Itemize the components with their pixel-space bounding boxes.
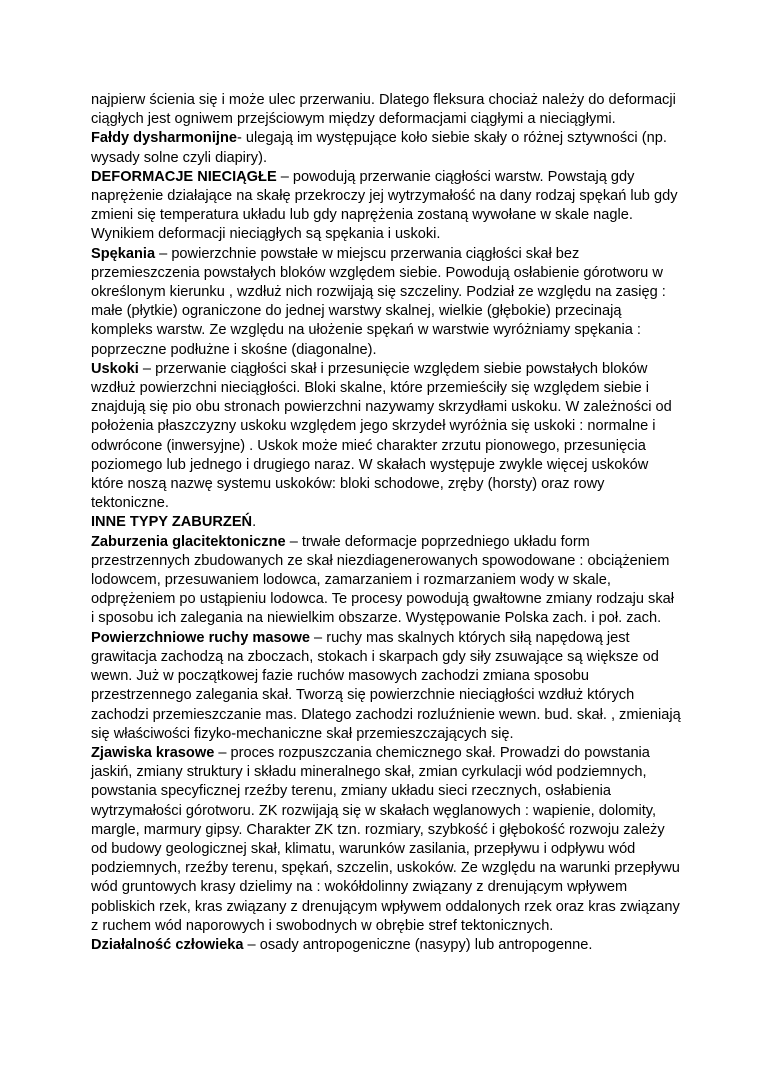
paragraph-text: .	[252, 514, 257, 531]
paragraph-text: – powierzchnie powstałe w miejscu przerwania ciągłości skał bez przemieszczenia powstałych bloków względem siebie. Powodują osłabienie górotworu w określonym kierunku , wzdłuż nich rozwijają się szczeliny. Podział ze względu na zasięg : małe (płytkie) ograniczone do jednej warstwy skalnej, wielkie (głębokie) przecinają kompleks warstw. Ze względu na ułożenie spękań w warstwie wyróżniamy spękania : poprzeczne podłużne i skośne (diagonalne).	[91, 245, 666, 358]
term-uskoki: Uskoki	[91, 360, 139, 377]
term-zaburzenia-glacitektoniczne: Zaburzenia glacitektoniczne	[91, 533, 286, 550]
paragraph-spekania	[91, 245, 681, 360]
paragraph-fleksura	[91, 91, 681, 129]
paragraph-dzialalnosc-czlowieka	[91, 936, 681, 955]
document-page	[91, 91, 681, 955]
term-spekania: Spękania	[91, 245, 156, 262]
term-deformacje-nieciagle: DEFORMACJE NIECIĄGŁE	[91, 168, 277, 185]
term-faldy-dysharmonijne: Fałdy dysharmonijne	[91, 130, 237, 147]
term-zjawiska-krasowe: Zjawiska krasowe	[91, 744, 215, 761]
paragraph-zaburzenia-glacitektoniczne	[91, 533, 681, 629]
paragraph-text: – proces rozpuszczania chemicznego skał. Prowadzi do powstania jaskiń, zmiany struktury i składu mineralnego skał, zmian cyrkulacji wód podziemnych, powstania specyficznej rzeźby terenu, zmiany układu sieci rzecznych, osłabienia wytrzymałości górotworu. ZK rozwijają się w skałach węglanowych : wapienie, dolomity, margle, marmury gipsy. Charakter ZK tzn. rozmiary, szybkość i głębokość rozwoju zależy od budowy geologicznej skał, klimatu, warunków zasilania, przepływu i odpływu wód podziemnych, rzeźby terenu, spękań, szczelin, uskoków. Ze względu na warunki przepływu wód gruntowych krasy dzielimy na : wokółdolinny związany z drenującym wpływem pobliskich rzek, kras związany z drenującym wpływem oddalonych rzek oraz kras związany z ruchem wód naporowych i swobodnych w obrębie stref tektonicznych.	[91, 744, 680, 934]
paragraph-text: najpierw ścienia się i może ulec przerwaniu. Dlatego fleksura chociaż należy do deformacji ciągłych jest ogniwem przejściowym między deformacjami ciągłymi a nieciągłymi.	[91, 92, 676, 128]
paragraph-uskoki	[91, 360, 681, 514]
paragraph-text: – osady antropogeniczne (nasypy) lub antropogenne.	[243, 936, 593, 953]
paragraph-deformacje-nieciagle	[91, 168, 681, 245]
paragraph-text: – ruchy mas skalnych których siłą napędową jest grawitacja zachodzą na zboczach, stokach i skarpach gdy siły zsuwające są większe od wewn. Już w początkowej fazie ruchów masowych zachodzi zmiana sposobu przestrzennego zalegania skał. Tworzą się powierzchnie nieciągłości wzdłuż których zachodzi przemieszczanie mas. Dlatego zachodzi rozluźnienie wewn. bud. skał. , zmieniają się właściwości fizyko-mechaniczne skał przemieszczających się.	[91, 629, 681, 742]
paragraph-text: – trwałe deformacje poprzedniego układu form przestrzennych zbudowanych ze skał niezdiagenerowanych spowodowane : obciążeniem lodowcem, przesuwaniem lodowca, zamarzaniem i rozmarzaniem wody w skale, odprężeniem po ustąpieniu lodowca. Te procesy powodują gwałtowne zmiany rodzaju skał i sposobu ich zalegania na niewielkim obszarze. Występowanie Polska zach. i poł. zach.	[91, 533, 675, 627]
term-dzialalnosc-czlowieka: Działalność człowieka	[91, 936, 244, 953]
paragraph-zjawiska-krasowe	[91, 744, 681, 936]
section-heading-inne-typy	[91, 513, 681, 532]
paragraph-text: – powodują przerwanie ciągłości warstw. Powstają gdy naprężenie działające na skałę przekroczy jej wytrzymałość na dany rodzaj spękań lub gdy zmieni się temperatura układu lub gdy naprężenia zostaną wywołane w skale nagle. Wynikiem deformacji nieciągłych są spękania i uskoki.	[91, 168, 678, 243]
paragraph-ruchy-masowe	[91, 629, 681, 744]
paragraph-faldy-dysharmonijne	[91, 129, 681, 167]
term-powierzchniowe-ruchy-masowe: Powierzchniowe ruchy masowe	[91, 629, 310, 646]
term-inne-typy-zaburzen: INNE TYPY ZABURZEŃ	[91, 514, 253, 531]
paragraph-text: - ulegają im występujące koło siebie skały o różnej sztywności (np. wysady solne czyli diapiry).	[91, 130, 667, 166]
paragraph-text: – przerwanie ciągłości skał i przesunięcie względem siebie powstałych bloków wzdłuż powierzchni nieciągłości. Bloki skalne, które przemieściły się względem siebie i znajdują się pio obu stronach powierzchni nazywamy skrzydłami uskoku. W zależności od położenia płaszczyzny uskoku względem jego skrzydeł wyróżnia się uskoki : normalne i odwrócone (inwersyjne) . Uskok może mieć charakter zrzutu pionowego, przesunięcia poziomego lub jednego i drugiego naraz. W skałach występuje zwykle więcej uskoków które noszą nazwę systemu uskoków: bloki schodowe, zręby (horsty) oraz rowy tektoniczne.	[91, 360, 672, 512]
